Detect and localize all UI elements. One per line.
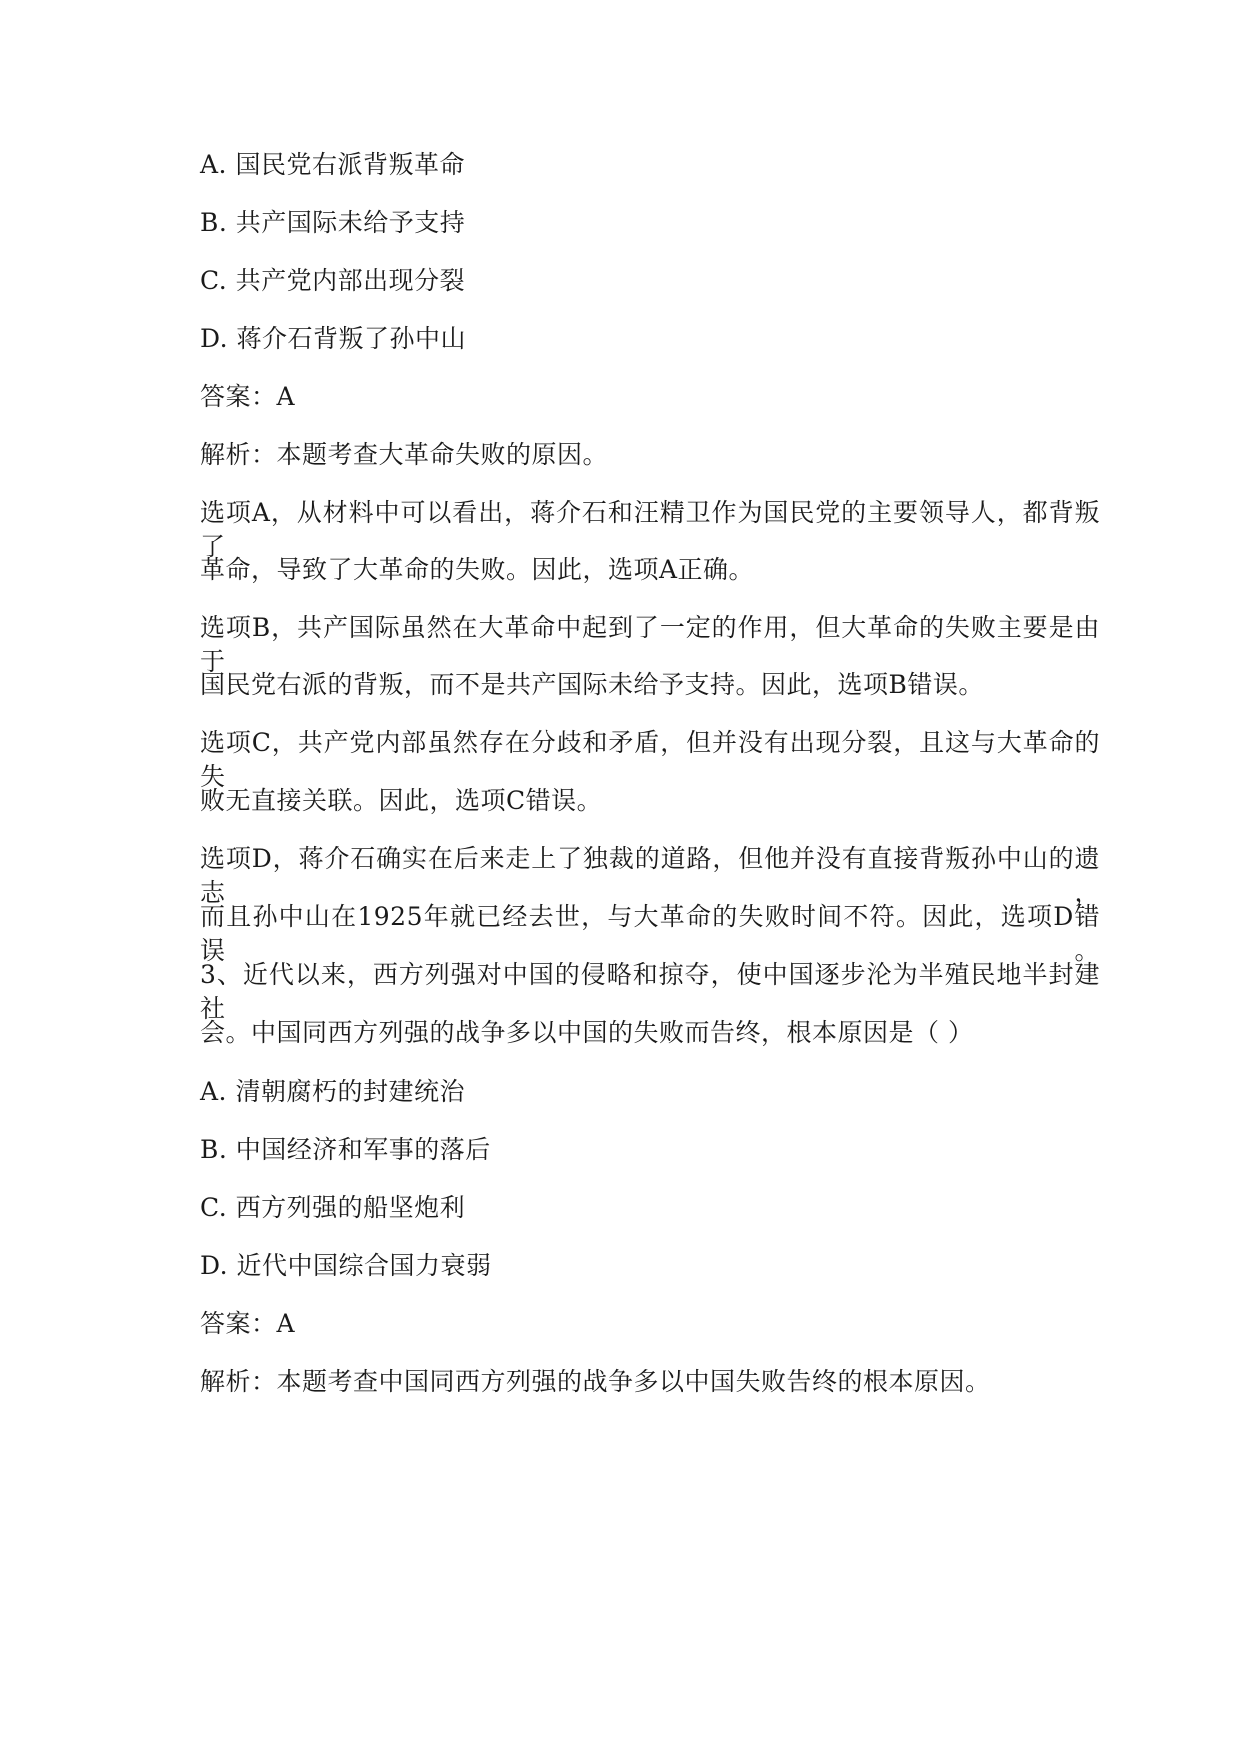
q2-analysis-line: 革命，导致了大革命的失败。因此，选项A正确。: [200, 555, 755, 584]
q2-analysis-line: 选项D，蒋介石确实在后来走上了独裁的道路，但他并没有直接背叛孙中山的遗志，: [200, 844, 1100, 907]
q3-stem-line: 3、近代以来，西方列强对中国的侵略和掠夺，使中国逐步沦为半殖民地半封建社: [200, 960, 1100, 1023]
q3-answer: 答案：A: [200, 1309, 296, 1338]
q2-analysis-line: 而且孙中山在1925年就已经去世，与大革命的失败时间不符。因此，选项D错误。: [200, 902, 1100, 965]
q2-analysis-line: 选项B，共产国际虽然在大革命中起到了一定的作用，但大革命的失败主要是由于: [200, 613, 1100, 676]
q3-option-d: D. 近代中国综合国力衰弱: [200, 1251, 492, 1280]
q2-analysis-line: 选项A，从材料中可以看出，蒋介石和汪精卫作为国民党的主要领导人，都背叛了: [200, 498, 1100, 561]
q3-option-b: B. 中国经济和军事的落后: [200, 1135, 491, 1164]
q3-stem-line: 会。中国同西方列强的战争多以中国的失败而告终，根本原因是（ ）: [200, 1018, 974, 1047]
q2-option-d: D. 蒋介石背叛了孙中山: [200, 324, 467, 353]
q2-option-a: A. 国民党右派背叛革命: [200, 150, 465, 179]
q2-option-c: C. 共产党内部出现分裂: [200, 266, 466, 295]
q3-option-a: A. 清朝腐朽的封建统治: [200, 1077, 465, 1106]
q2-analysis-line: 选项C，共产党内部虽然存在分歧和矛盾，但并没有出现分裂，且这与大革命的失: [200, 728, 1100, 791]
q2-analysis-line: 败无直接关联。因此，选项C错误。: [200, 786, 603, 815]
q2-option-b: B. 共产国际未给予支持: [200, 208, 466, 237]
q3-analysis-intro: 解析：本题考查中国同西方列强的战争多以中国失败告终的根本原因。: [200, 1367, 991, 1396]
q2-analysis-intro: 解析：本题考查大革命失败的原因。: [200, 440, 609, 469]
q3-option-c: C. 西方列强的船坚炮利: [200, 1193, 466, 1222]
q2-analysis-line: 国民党右派的背叛，而不是共产国际未给予支持。因此，选项B错误。: [200, 670, 984, 699]
q2-answer: 答案：A: [200, 382, 296, 411]
